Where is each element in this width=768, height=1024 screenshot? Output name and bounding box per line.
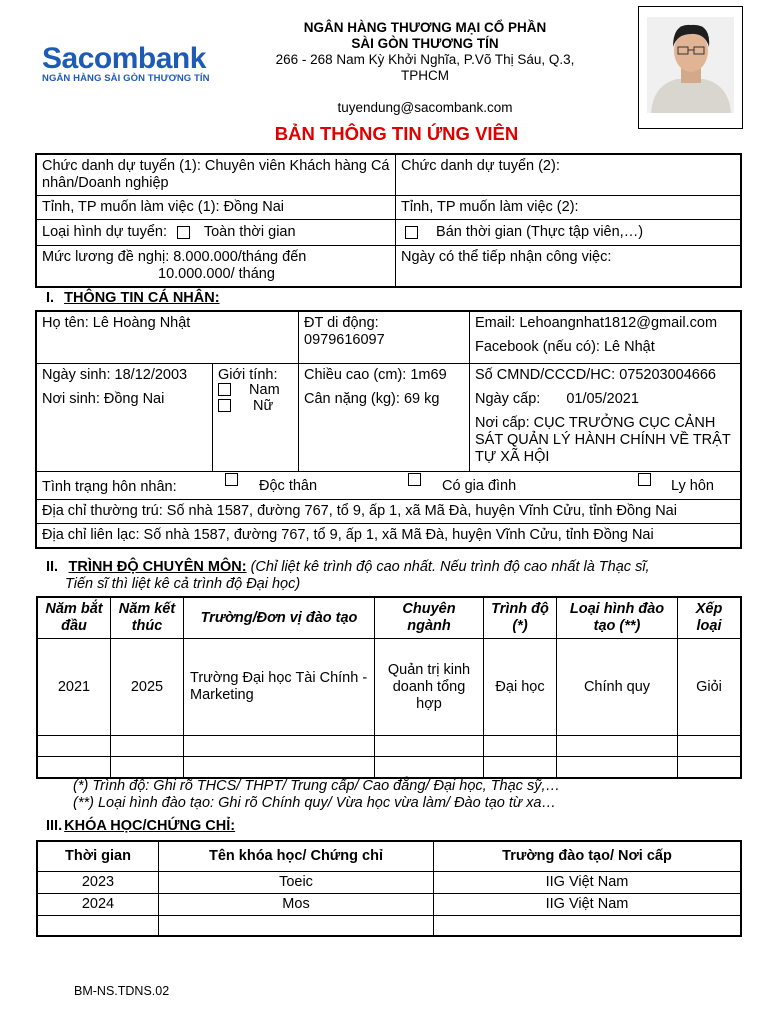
- contact-address-field[interactable]: Địa chỉ liên lạc: Số nhà 1587, đường 767, tổ 9, ấp 1, xã Mã Đà, huyện Vĩnh Cửu, tỉnh Đồng Nai: [36, 523, 741, 548]
- logo-wordmark: Sacombank: [42, 42, 206, 75]
- edu-empty-cell[interactable]: [37, 757, 111, 778]
- marital-label: Tình trạng hôn nhân:: [42, 478, 177, 495]
- logo-tagline: NGÂN HÀNG SÀI GÒN THƯƠNG TÍN: [42, 73, 210, 84]
- edu-header-start: Năm bắt đầu: [37, 597, 111, 639]
- section-2-heading: [46, 558, 746, 593]
- position1-field[interactable]: Chức danh dự tuyển (1): Chuyên viên Khách hàng Cá nhân/Doanh nghiệp: [36, 154, 396, 196]
- table-row: [37, 639, 741, 736]
- mobile-label: ĐT di động:: [304, 315, 379, 331]
- edu-header-end: Năm kết thúc: [111, 597, 184, 639]
- dob-cell[interactable]: [36, 363, 213, 471]
- edu-empty-cell[interactable]: [37, 736, 111, 757]
- salary-line2: 10.000.000/ tháng: [158, 266, 275, 282]
- edu-major-cell[interactable]: Quản trị kinh doanh tổng hợp: [375, 639, 484, 736]
- salary-field[interactable]: [36, 246, 396, 288]
- location1-field[interactable]: Tỉnh, TP muốn làm việc (1): Đồng Nai: [36, 196, 396, 220]
- divorced-checkbox[interactable]: [638, 473, 651, 486]
- weight-value: Cân nặng (kg): 69 kg: [304, 390, 440, 407]
- edu-empty-cell[interactable]: [484, 757, 557, 778]
- course-empty-cell[interactable]: [434, 915, 742, 936]
- facebook-value: Facebook (nếu có): Lê Nhật: [475, 339, 655, 355]
- part-time-label: Bán thời gian (Thực tập viên,…): [436, 224, 644, 240]
- portrait-image: [639, 7, 742, 128]
- id-cell[interactable]: [470, 363, 742, 471]
- part-time-checkbox[interactable]: [405, 226, 418, 239]
- course-name-cell[interactable]: Toeic: [159, 871, 434, 893]
- divorced-label: Ly hôn: [671, 477, 714, 494]
- edu-level-cell[interactable]: Đại học: [484, 639, 557, 736]
- male-checkbox[interactable]: [218, 383, 231, 396]
- gender-label: Giới tính:: [218, 366, 278, 383]
- part-time-cell: [396, 220, 742, 246]
- edu-rank-cell[interactable]: Giỏi: [678, 639, 742, 736]
- issue-date-value: 01/05/2021: [566, 390, 639, 407]
- position2-field[interactable]: Chức danh dự tuyển (2):: [396, 154, 742, 196]
- edu-empty-cell[interactable]: [184, 757, 375, 778]
- edu-header-school: Trường/Đơn vị đào tạo: [184, 597, 375, 639]
- dob-value: Ngày sinh: 18/12/2003: [42, 366, 188, 383]
- id-number: Số CMND/CCCD/HC: 075203004666: [475, 366, 716, 383]
- form-title: BẢN THÔNG TIN ỨNG VIÊN: [274, 123, 519, 144]
- course-empty-cell[interactable]: [37, 915, 159, 936]
- form-code: BM-NS.TDNS.02: [74, 984, 170, 998]
- marital-row: [36, 471, 741, 499]
- gender-cell: [213, 363, 299, 471]
- footnote-type: (**) Loại hình đào tạo: Ghi rõ Chính quy/ Vừa học vừa làm/ Đào tạo từ xa…: [73, 795, 556, 811]
- job-table: [35, 153, 742, 288]
- bank-name-line1: NGÂN HÀNG THƯƠNG MẠI CỔ PHẦN: [303, 20, 547, 35]
- table-row: [37, 915, 741, 936]
- section-2-number: II.: [46, 559, 59, 575]
- location2-field[interactable]: Tỉnh, TP muốn làm việc (2):: [396, 196, 742, 220]
- edu-start-cell[interactable]: 2021: [37, 639, 111, 736]
- edu-header-type: Loại hình đào tạo (**): [557, 597, 678, 639]
- course-place-cell[interactable]: IIG Việt Nam: [434, 871, 742, 893]
- full-name-field[interactable]: Họ tên: Lê Hoàng Nhật: [36, 311, 299, 363]
- table-row: [37, 736, 741, 757]
- course-time-cell[interactable]: 2023: [37, 871, 159, 893]
- edu-type-cell[interactable]: Chính quy: [557, 639, 678, 736]
- footnote-level: (*) Trình độ: Ghi rõ THCS/ THPT/ Trung cấp/ Cao đẳng/ Đại học, Thạc sỹ,…: [73, 778, 560, 794]
- issue-date-label: Ngày cấp:: [475, 390, 541, 407]
- full-time-checkbox[interactable]: [177, 226, 190, 239]
- edu-empty-cell[interactable]: [111, 757, 184, 778]
- education-table: [36, 596, 742, 779]
- single-checkbox[interactable]: [225, 473, 238, 486]
- job-type-label: Loại hình dự tuyển:: [42, 224, 167, 240]
- section-1-number: I.: [46, 290, 55, 306]
- course-header-name: Tên khóa học/ Chứng chỉ: [159, 841, 434, 871]
- section-2-note-line1: (Chỉ liệt kê trình độ cao nhất. Nếu trình độ cao nhất là Thạc sĩ,: [246, 559, 650, 575]
- course-time-cell[interactable]: 2024: [37, 893, 159, 915]
- issue-place: Nơi cấp: CỤC TRƯỞNG CỤC CẢNH SÁT QUẢN LÝ HÀNH CHÍNH VỀ TRẬT TỰ XÃ HỘI: [475, 414, 731, 465]
- female-label: Nữ: [253, 397, 274, 414]
- job-type-row: [36, 220, 396, 246]
- female-checkbox[interactable]: [218, 399, 231, 412]
- gender-female-row: [218, 398, 293, 415]
- edu-header-major: Chuyên ngành: [375, 597, 484, 639]
- birthplace-value: Nơi sinh: Đồng Nai: [42, 390, 165, 407]
- edu-empty-cell[interactable]: [557, 757, 678, 778]
- section-1-title: THÔNG TIN CÁ NHÂN:: [64, 290, 220, 306]
- email-value: Email: Lehoangnhat1812@gmail.com: [475, 315, 718, 331]
- section-2-title: TRÌNH ĐỘ CHUYÊN MÔN:: [68, 559, 247, 575]
- edu-end-cell[interactable]: 2025: [111, 639, 184, 736]
- male-label: Nam: [249, 381, 280, 398]
- single-label: Độc thân: [259, 477, 318, 494]
- table-row: [37, 757, 741, 778]
- section-1-heading: [46, 290, 220, 306]
- height-value: Chiều cao (cm): 1m69: [304, 366, 447, 383]
- education-footnotes: [73, 778, 560, 812]
- courses-table: [36, 840, 742, 937]
- edu-empty-cell[interactable]: [375, 757, 484, 778]
- married-label: Có gia đình: [442, 477, 517, 494]
- edu-school-cell[interactable]: Trường Đại học Tài Chính - Marketing: [184, 639, 375, 736]
- section-3-number: III.: [46, 818, 63, 834]
- issue-date-row: [475, 391, 735, 408]
- section-2-note-line2: Tiến sĩ thì liệt kê cả trình độ Đại học): [65, 576, 301, 592]
- edu-header-rank: Xếp loại: [678, 597, 742, 639]
- edu-empty-cell[interactable]: [678, 736, 742, 757]
- salary-line1: Mức lương đề nghị: 8.000.000/tháng đến: [42, 249, 307, 265]
- sacombank-logo: [42, 42, 232, 84]
- mobile-cell[interactable]: [299, 311, 470, 363]
- bank-header: [230, 20, 620, 116]
- table-row: [37, 871, 741, 893]
- bank-name-line2: SÀI GÒN THƯƠNG TÍN: [351, 36, 499, 51]
- edu-empty-cell[interactable]: [557, 736, 678, 757]
- section-3-title: KHÓA HỌC/CHỨNG CHỈ:: [64, 818, 236, 834]
- course-name-cell[interactable]: Mos: [159, 893, 434, 915]
- candidate-photo: [638, 6, 743, 129]
- bank-email: tuyendung@sacombank.com: [337, 100, 513, 115]
- full-time-label: Toàn thời gian: [203, 224, 296, 240]
- section-3-heading: [46, 818, 235, 834]
- gender-male-row: [218, 382, 293, 399]
- start-date-field[interactable]: Ngày có thể tiếp nhận công việc:: [396, 246, 742, 288]
- edu-empty-cell[interactable]: [111, 736, 184, 757]
- course-place-cell[interactable]: IIG Việt Nam: [434, 893, 742, 915]
- course-header-place: Trường đào tạo/ Nơi cấp: [434, 841, 742, 871]
- body-cell[interactable]: [299, 363, 470, 471]
- edu-empty-cell[interactable]: [484, 736, 557, 757]
- married-checkbox[interactable]: [408, 473, 421, 486]
- bank-address-line1: 266 - 268 Nam Kỳ Khởi Nghĩa, P.Võ Thị Sáu, Q.3,: [275, 52, 575, 67]
- edu-header-level: Trình độ (*): [484, 597, 557, 639]
- personal-table: [35, 310, 742, 549]
- edu-empty-cell[interactable]: [184, 736, 375, 757]
- course-empty-cell[interactable]: [159, 915, 434, 936]
- contact-cell[interactable]: [470, 311, 742, 363]
- mobile-value: 0979616097: [304, 332, 385, 348]
- permanent-address-field[interactable]: Địa chỉ thường trú: Số nhà 1587, đường 767, tổ 9, ấp 1, xã Mã Đà, huyện Vĩnh Cửu, tỉnh Đồng Nai: [36, 499, 741, 523]
- course-header-time: Thời gian: [37, 841, 159, 871]
- bank-address-line2: TPHCM: [401, 68, 449, 83]
- edu-empty-cell[interactable]: [678, 757, 742, 778]
- edu-empty-cell[interactable]: [375, 736, 484, 757]
- table-row: [37, 893, 741, 915]
